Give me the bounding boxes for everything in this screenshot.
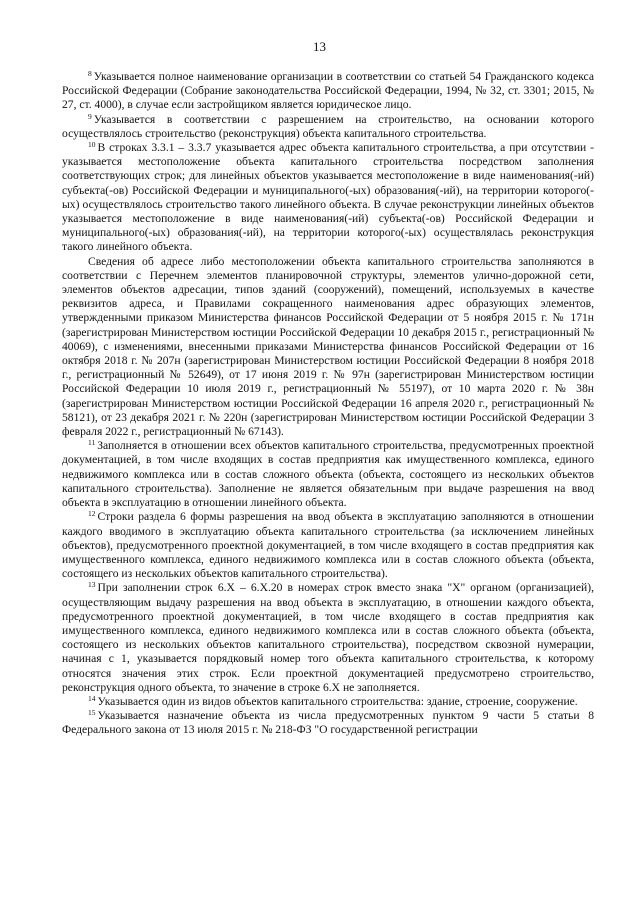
footnote-marker: 11 (88, 438, 96, 448)
footnote-text: При заполнении строк 6.Х – 6.Х.20 в номерах строк вместо знака "Х" органом (организацией), осуществляющим выдачу разрешения на ввод объекта в эксплуатацию, в отношении каждого объекта, предусмотренного проектной документацией, в том числе входящего в состав предприятия как имущественного комплекса, единого недвижимого комплекса или в состав сложного объекта (объекта, состоящего из нескольких объектов капитального строительства), посредством сквозной нумерации, начиная с 1, указывается порядковый номер того объекта капитального строительства, к которому относятся значения этих строк. Если проектной документацией предусмотрено строительство, реконструкция одного объекта, то значение в строке 6.Х не заполняется. (62, 581, 594, 694)
footnote-text: Указывается полное наименование организации в соответствии со статьей 54 Гражданского кодекса Российской Федерации (Собрание законодательства Российской Федерации, 1994, № 32, ст. 3301; 2015, № 27, ст. 4000), в случае если застройщиком является юридическое лицо. (62, 70, 594, 112)
footnote-8 (62, 70, 594, 113)
footnote-marker: 10 (88, 140, 96, 150)
footnotes-block (62, 70, 594, 738)
footnote-10 (62, 141, 594, 255)
footnote-13 (62, 581, 594, 695)
footnote-12 (62, 510, 594, 581)
footnote-marker: 12 (88, 509, 96, 519)
footnote-text: Указывается в соответствии с разрешением на строительство, на основании которого осуществлялось строительство (реконструкция) объекта капитального строительства. (62, 112, 594, 140)
footnote-marker: 15 (88, 708, 96, 718)
footnote-marker: 8 (88, 69, 92, 78)
footnote-text: Указывается назначение объекта из числа предусмотренных пунктом 9 части 5 статьи 8 Федерального закона от 13 июля 2015 г. № 218-ФЗ "О государственной регистрации (62, 709, 594, 737)
footnote-marker: 9 (88, 111, 92, 121)
footnote-14 (62, 695, 594, 709)
footnote-text: В строках 3.3.1 – 3.3.7 указывается адрес объекта капитального строительства, а при отсутствии - указывается местоположение объекта капитального строительства посредством заполнения соответствующих строк; для линейных объектов указывается местоположение в виде наименования(-ий) субъекта(-ов) Российской Федерации и муниципального(-ых) образования(-ий), на территории которого(-ых) осуществлялось строительство такого линейного объекта. В случае реконструкции линейных объектов указывается местоположение в виде наименования(-ий) субъекта(-ов) Российской Федерации и муниципального(-ых) образования(-ий), на территории которого(-ых) осуществлялась реконструкция такого линейного объекта. (62, 141, 594, 254)
footnote-10-continuation (62, 255, 594, 440)
footnote-marker: 13 (88, 580, 96, 590)
footnote-text: Сведения об адресе либо местоположении объекта капитального строительства заполняются в соответствии с Перечнем элементов планировочной структуры, элементов улично-дорожной сети, элементов объектов адресации, типов зданий (сооружений), помещений, используемых в качестве реквизитов адреса, и Правилами сокращенного наименования адрес образующих элементов, утвержденными приказом Министерства финансов Российской Федерации от 5 ноября 2015 г. № 171н (зарегистрирован Министерством юстиции Российской Федерации 10 декабря 2015 г., регистрационный № 40069), с изменениями, внесенными приказами Министерства финансов Российской Федерации от 16 октября 2018 г. № 207н (зарегистрирован Министерством юстиции Российской Федерации 8 ноября 2018 г., регистрационный № 52649), от 17 июня 2019 г. № 97н (зарегистрирован Министерством юстиции Российской Федерации 10 июля 2019 г., регистрационный № 55197), от 10 марта 2020 г. № 38н (зарегистрирован Министерством юстиции Российской Федерации 16 апреля 2020 г., регистрационный № 58121), от 23 декабря 2021 г. № 220н (зарегистрирован Министерством юстиции Российской Федерации 3 февраля 2022 г., регистрационный № 67143). (62, 254, 594, 439)
footnote-9 (62, 113, 594, 141)
footnote-marker: 14 (88, 693, 96, 703)
footnote-text: Указывается один из видов объектов капитального строительства: здание, строение, сооружение. (97, 694, 578, 708)
page-number: 13 (313, 39, 326, 54)
footnote-text: Заполняется в отношении всех объектов капитального строительства, предусмотренных проектной документацией, в том числе входящих в состав предприятия как имущественного комплекса, единого недвижимого комплекса или в состав сложного объекта (объекта, состоящего из нескольких объектов капитального строительства). Заполнение не является обязательным при выдаче разрешения на ввод объекта в эксплуатацию в отношении линейного объекта. (62, 439, 594, 510)
footnote-11 (62, 439, 594, 510)
footnote-15 (62, 709, 594, 737)
footnote-text: Строки раздела 6 формы разрешения на ввод объекта в эксплуатацию заполняются в отношении каждого вводимого в эксплуатацию объекта капитального строительства (за исключением линейных объектов), предусмотренного проектной документацией, в том числе входящего в состав предприятия как имущественного комплекса, единого недвижимого комплекса или в состав сложного объекта (объекта, состоящего из нескольких объектов капитального строительства). (62, 510, 594, 581)
